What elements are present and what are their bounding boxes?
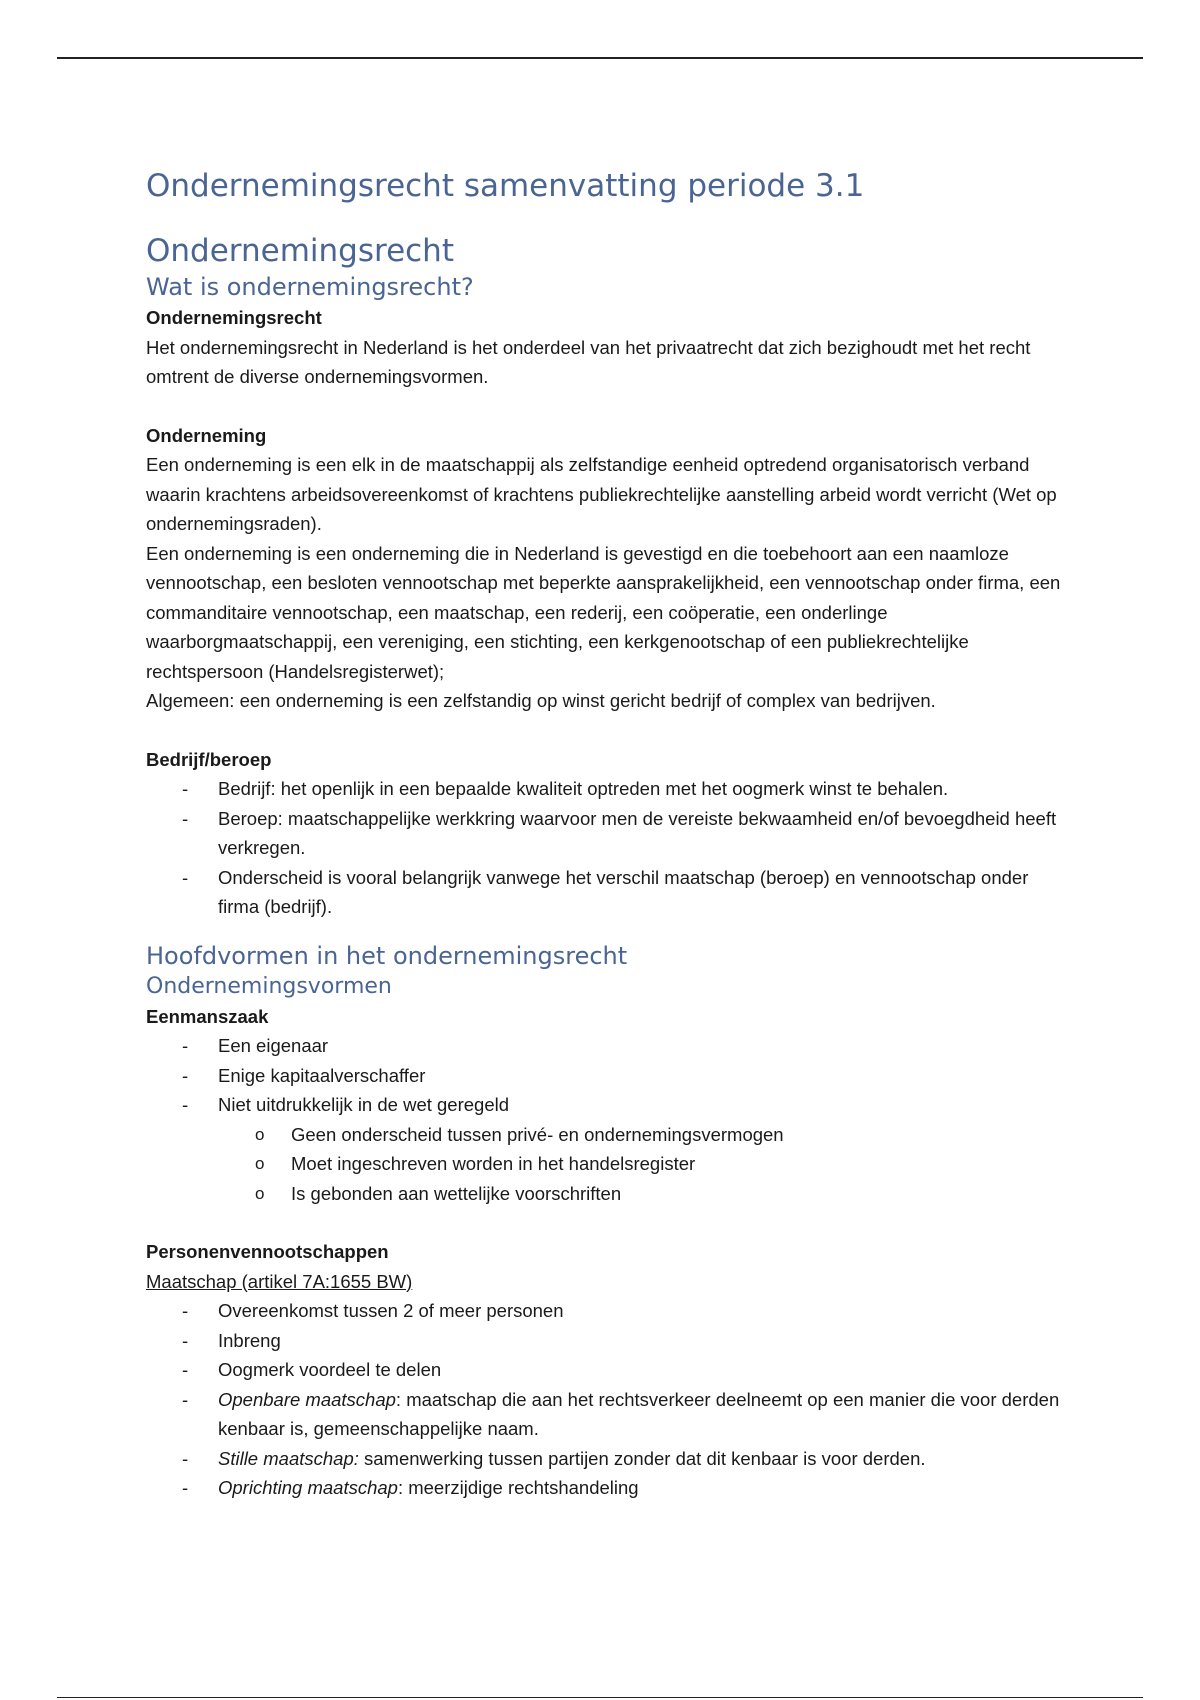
list-item: - Onderscheid is vooral belangrijk vanwege het verschil maatschap (beroep) en vennootschap onder firma (bedrijf). — [146, 863, 1066, 922]
document-title: Ondernemingsrecht samenvatting periode 3.1 — [146, 168, 865, 204]
label-onderneming: Onderneming — [146, 424, 267, 446]
italic-term: Stille maatschap: — [218, 1447, 359, 1469]
list-item: o Is gebonden aan wettelijke voorschriften — [146, 1179, 1066, 1209]
footer-rule — [57, 1697, 1143, 1698]
item-text: samenwerking tussen partijen zonder dat dit kenbaar is voor derden. — [358, 1447, 926, 1469]
paragraph-onderneming-2: Een onderneming is een onderneming die in Nederland is gevestigd en die toebehoort aan een naamloze vennootschap, een besloten vennootschap met beperkte aansprakelijkheid, een vennootschap onder firma, een commanditaire vennootschap, een maatschap, een rederij, een coöperatie, een onderlinge waarborgmaatschappij, een vereniging, een stichting, een kerkgenootschap of een publiekrechtelijke rechtspersoon (Handelsregisterwet); — [146, 542, 1061, 682]
paragraph-ondernemingsrecht: Het ondernemingsrecht in Nederland is het onderdeel van het privaatrecht dat zich bezighoudt met het recht omtrent de diverse ondernemingsvormen. — [146, 336, 1031, 387]
list-eenmanszaak — [146, 1031, 1066, 1120]
list-item: - Bedrijf: het openlijk in een bepaalde kwaliteit optreden met het oogmerk winst te behalen. — [146, 774, 1066, 804]
label-bedrijf-beroep: Bedrijf/beroep — [146, 748, 272, 770]
list-item: - Overeenkomst tussen 2 of meer personen — [146, 1296, 1066, 1326]
subheading-hoofdvormen: Hoofdvormen in het ondernemingsrecht — [146, 941, 628, 970]
subheading-wat-is: Wat is ondernemingsrecht? — [146, 273, 474, 301]
subsubheading-ondernemingsvormen: Ondernemingsvormen — [146, 973, 392, 999]
list-item: - Inbreng — [146, 1326, 1066, 1356]
list-item: o Moet ingeschreven worden in het handelsregister — [146, 1149, 1066, 1179]
list-maatschap — [146, 1296, 1066, 1503]
list-item — [146, 1444, 1066, 1474]
document-page — [146, 165, 1066, 1503]
item-text: : maatschap die aan het rechtsverkeer deelneemt op een manier die voor derden kenbaar is, gemeenschappelijke naam. — [218, 1388, 1060, 1439]
item-text: : meerzijdige rechtshandeling — [397, 1477, 639, 1498]
list-item: - Niet uitdrukkelijk in de wet geregeld — [146, 1090, 1066, 1120]
list-item: - Enige kapitaalverschaffer — [146, 1061, 1066, 1091]
paragraph-onderneming-1: Een onderneming is een elk in de maatschappij als zelfstandige eenheid optredend organisatorisch verband waarin krachtens arbeidsovereenkomst of krachtens publiekrechtelijke aanstelling arbeid wordt verricht (Wet op ondernemingsraden). — [146, 454, 1057, 534]
list-bedrijf-beroep — [146, 774, 1066, 922]
list-item — [146, 1385, 1066, 1444]
paragraph-onderneming-3: Algemeen: een onderneming is een zelfstandig op winst gericht bedrijf of complex van bedrijven. — [146, 690, 936, 711]
section-heading-ondernemingsrecht: Ondernemingsrecht — [146, 233, 454, 269]
underlined-maatschap: Maatschap (artikel 7A:1655 BW) — [146, 1270, 413, 1292]
sublist-eenmanszaak — [146, 1120, 1066, 1209]
list-item — [146, 1473, 1066, 1503]
label-ondernemingsrecht: Ondernemingsrecht — [146, 307, 322, 328]
label-eenmanszaak: Eenmanszaak — [146, 1005, 269, 1027]
list-item: o Geen onderscheid tussen privé- en ondernemingsvermogen — [146, 1120, 1066, 1150]
label-personenvennootschappen: Personenvennootschappen — [146, 1241, 389, 1262]
italic-term: Oprichting maatschap — [218, 1477, 398, 1498]
list-item: - Oogmerk voordeel te delen — [146, 1355, 1066, 1385]
italic-term: Openbare maatschap — [218, 1388, 396, 1410]
list-item: - Een eigenaar — [146, 1031, 1066, 1061]
list-item: - Beroep: maatschappelijke werkkring waarvoor men de vereiste bekwaamheid en/of bevoegdheid heeft verkregen. — [146, 804, 1066, 863]
header-rule — [57, 57, 1143, 59]
